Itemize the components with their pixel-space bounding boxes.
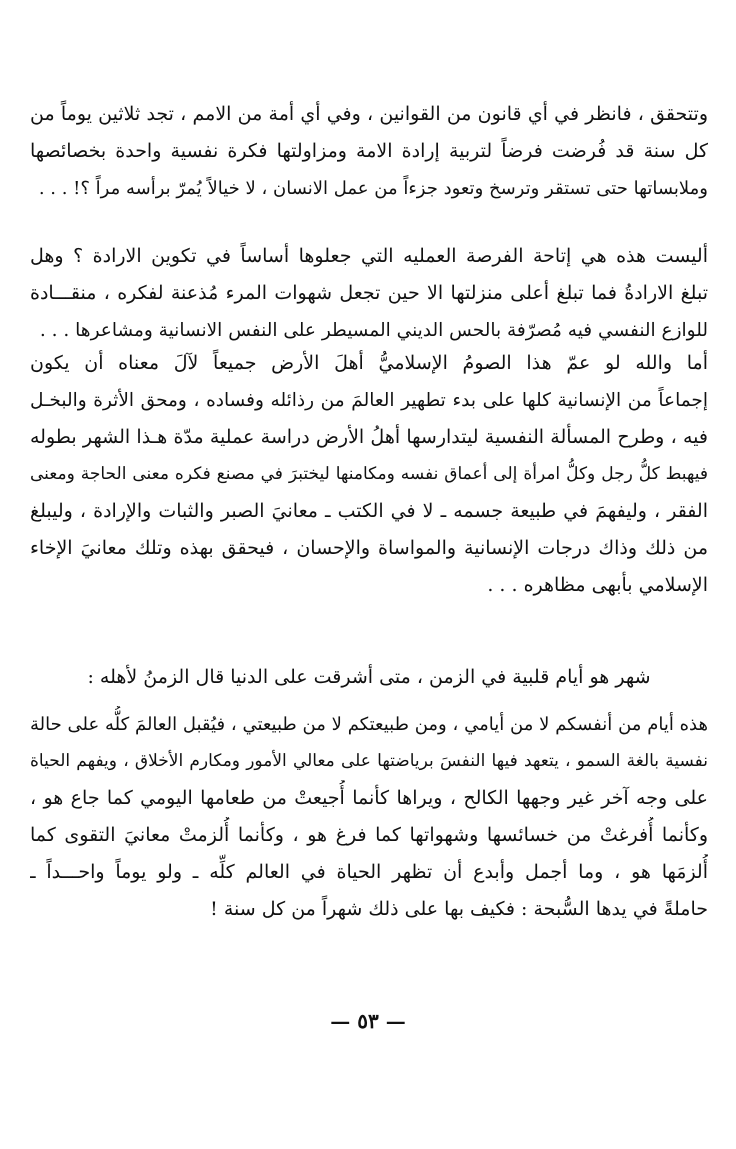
paragraph-4 — [30, 659, 708, 696]
text-line: الفقر ، وليفهمَ في طبيعة جسمه ـ لا في الكتب ـ معانيَ الصبر والثبات والإرادة ، وليبلغ — [30, 500, 708, 522]
text-line: الإسلامي بأبهى مظاهره . . . — [487, 574, 708, 596]
text-line: أليست هذه هي إتاحة الفرصة العمليه التي جعلوها أساساً في تكوين الارادة ؟ وهل — [30, 245, 708, 267]
text-line: حاملةً في يدها السُّبحة : فكيف بها على ذلك شهراً من كل سنة ! — [210, 898, 708, 920]
text-line: على وجه آخر غير وجهها الكالح ، ويراها كأنما أُجيعتْ من طعامها اليومي كما جاع هو ، — [30, 787, 708, 809]
text-line: إجماعاً من الإنسانية كلها على بدء تطهير العالمَ من رذائله وفساده ، ومحق الأثرة والبخـل — [30, 390, 708, 411]
text-line: فيه ، وطرح المسألة النفسية ليتدارسها أهلُ الأرض دراسة عملية مدّة هـذا الشهر بطوله — [30, 426, 708, 448]
text-line: أما والله لو عمّ هذا الصومُ الإسلاميُّ أهلَ الأرض جميعاً لآلَ معناه أن يكون — [30, 352, 708, 374]
text-line: فيهبط كلُّ رجل وكلُّ امرأة إلى أعماق نفسه ومكامنها ليختبرَ في مصنع فكره معنى الحاجة ومعنى — [30, 464, 708, 484]
text-line: من ذلك وذاك درجات الإنسانية والمواساة والإحسان ، فيحقق بهذه وتلك معانيَ الإخاء — [30, 537, 708, 559]
text-line: هذه أيام من أنفسكم لا من أيامي ، ومن طبيعتكم لا من طبيعتي ، فيُقبل العالمَ كلُّه على حالة — [30, 714, 708, 735]
text-line: وكأنما أُفرغتْ من خسائسها وشهواتها كما فرغ هو ، وكأنما أُلزمتْ معانيَ التقوى كما — [30, 824, 708, 846]
text-line: تبلغ الارادةُ فما تبلغ أعلى منزلتها الا حين تجعل شهوات المرء مُذعنة لفكره ، منقـــادة — [30, 282, 708, 304]
text-line: أُلزمَها هو ، وما أجمل وأبدع أن تظهر الحياة في العالم كلِّه ـ ولو يوماً واحـــداً ـ — [30, 861, 708, 883]
text-line: وملابساتها حتى تستقر وترسخ وتعود جزءاً من عمل الانسان ، لا خيالاً يُمرّ برأسه مراً ؟! . . . — [38, 178, 708, 199]
text-line: كل سنة قد فُرضت فرضاً لتربية إرادة الامة ومزاولتها فكرة نفسية واحدة بخصائصها — [30, 140, 708, 162]
text-line: نفسية بالغة السمو ، يتعهد فيها النفسَ برياضتها على معالي الأمور ومكارم الأخلاق ، ويفهم الحياة — [30, 751, 708, 771]
text-line: شهر هو أيام قلبية في الزمن ، متى أشرقت على الدنيا قال الزمنُ لأهله : — [87, 666, 651, 688]
paragraph-2 — [30, 238, 708, 349]
page-number: — ٥٣ — — [330, 1009, 406, 1033]
paragraph-1 — [30, 96, 708, 207]
text-line: وتتحقق ، فانظر في أي قانون من القوانين ، وفي أي أمة من الامم ، تجد ثلاثين يوماً من — [30, 103, 708, 125]
text-line: للوازع النفسي فيه مُصرّفة بالحس الديني المسيطر على النفس الانسانية ومشاعرها . . . — [39, 320, 708, 341]
paragraph-3 — [30, 345, 708, 604]
paragraph-5 — [30, 706, 708, 928]
